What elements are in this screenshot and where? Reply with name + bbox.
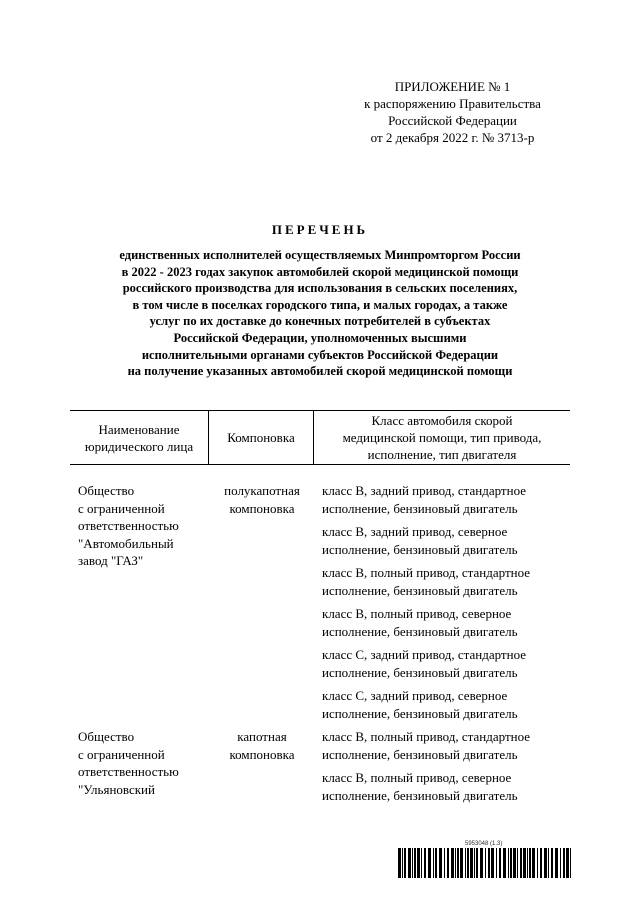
header-text: Компоновка	[227, 430, 295, 445]
variant-line: класс B, задний привод, стандартное	[322, 483, 526, 498]
variant-list	[322, 728, 570, 810]
layout-type	[210, 482, 314, 517]
subtitle-line: в 2022 - 2023 годах закупок автомобилей скорой медицинской помощи	[121, 264, 519, 279]
variant-line: исполнение, бензиновый двигатель	[322, 664, 518, 680]
appendix-ref: Российской Федерации	[388, 113, 517, 128]
org-line: с ограниченной	[78, 500, 165, 516]
org-line: "Ульяновский	[78, 781, 155, 797]
variant-line: класс B, полный привод, северное	[322, 770, 512, 785]
layout-type	[210, 728, 314, 763]
table-header-org	[70, 411, 208, 465]
layout-line: капотная	[237, 729, 287, 744]
variant-list	[322, 482, 570, 728]
list-item	[322, 482, 570, 517]
variant-line: класс B, полный привод, стандартное	[322, 729, 531, 744]
variant-line: исполнение, бензиновый двигатель	[322, 541, 518, 557]
variant-line: исполнение, бензиновый двигатель	[322, 746, 518, 762]
subtitle-line: Российской Федерации, уполномоченных высшими	[173, 330, 467, 345]
org-line: Общество	[78, 729, 135, 744]
subtitle-line: российского производства для использования в сельских поселениях,	[122, 281, 518, 296]
org-name	[78, 728, 208, 798]
subtitle-line: на получение указанных автомобилей скорой медицинской помощи	[127, 364, 513, 379]
header-text: Класс автомобиля скорой	[371, 413, 513, 428]
table-header-class	[314, 411, 570, 465]
list-item	[322, 769, 570, 804]
appendix-ref: к распоряжению Правительства	[364, 96, 541, 111]
header-text: исполнение, тип двигателя	[367, 447, 517, 462]
barcode	[398, 848, 572, 878]
subtitle-line: исполнительными органами субъектов Российской Федерации	[141, 347, 499, 362]
appendix-number: ПРИЛОЖЕНИЕ № 1	[394, 79, 511, 94]
layout-line: компоновка	[229, 500, 295, 516]
variant-line: исполнение, бензиновый двигатель	[322, 623, 518, 639]
table-header-layout	[208, 411, 314, 465]
layout-line: полукапотная	[224, 483, 300, 498]
variant-line: исполнение, бензиновый двигатель	[322, 787, 518, 803]
header-text: медицинской помощи, тип привода,	[342, 430, 542, 445]
subtitle	[70, 247, 570, 380]
appendix-header	[330, 78, 575, 146]
org-line: "Автомобильный	[78, 535, 174, 551]
subtitle-line: услуг по их доставке до конечных потребителей в субъектах	[149, 314, 491, 329]
org-line: ответственностью	[78, 764, 179, 779]
variant-line: класс C, задний привод, северное	[322, 688, 508, 703]
header-text: Наименование	[98, 421, 180, 437]
list-item	[322, 728, 570, 763]
variant-line: класс B, полный привод, северное	[322, 606, 512, 621]
header-text: юридического лица	[84, 438, 194, 454]
list-item	[322, 687, 570, 722]
list-item	[322, 646, 570, 681]
list-item	[322, 564, 570, 599]
variant-line: класс C, задний привод, стандартное	[322, 647, 526, 662]
page-title: ПЕРЕЧЕНЬ	[271, 222, 369, 237]
subtitle-line: единственных исполнителей осуществляемых Минпромторгом России	[119, 248, 521, 262]
variant-line: исполнение, бензиновый двигатель	[322, 705, 518, 721]
org-line: с ограниченной	[78, 746, 165, 762]
variant-line: исполнение, бензиновый двигатель	[322, 582, 518, 598]
org-line: Общество	[78, 483, 135, 498]
org-line: ответственностью	[78, 518, 179, 533]
org-name	[78, 482, 208, 570]
org-line: завод "ГАЗ"	[78, 553, 144, 568]
appendix-date: от 2 декабря 2022 г. № 3713-р	[370, 130, 535, 145]
list-item	[322, 605, 570, 640]
barcode-label: 5953048 (1.3)	[465, 841, 503, 847]
variant-line: класс B, полный привод, стандартное	[322, 565, 531, 580]
layout-line: компоновка	[229, 746, 295, 762]
variant-line: исполнение, бензиновый двигатель	[322, 500, 518, 516]
subtitle-line: в том числе в поселках городского типа, и малых городах, а также	[132, 297, 508, 312]
list-item	[322, 523, 570, 558]
variant-line: класс B, задний привод, северное	[322, 524, 508, 539]
